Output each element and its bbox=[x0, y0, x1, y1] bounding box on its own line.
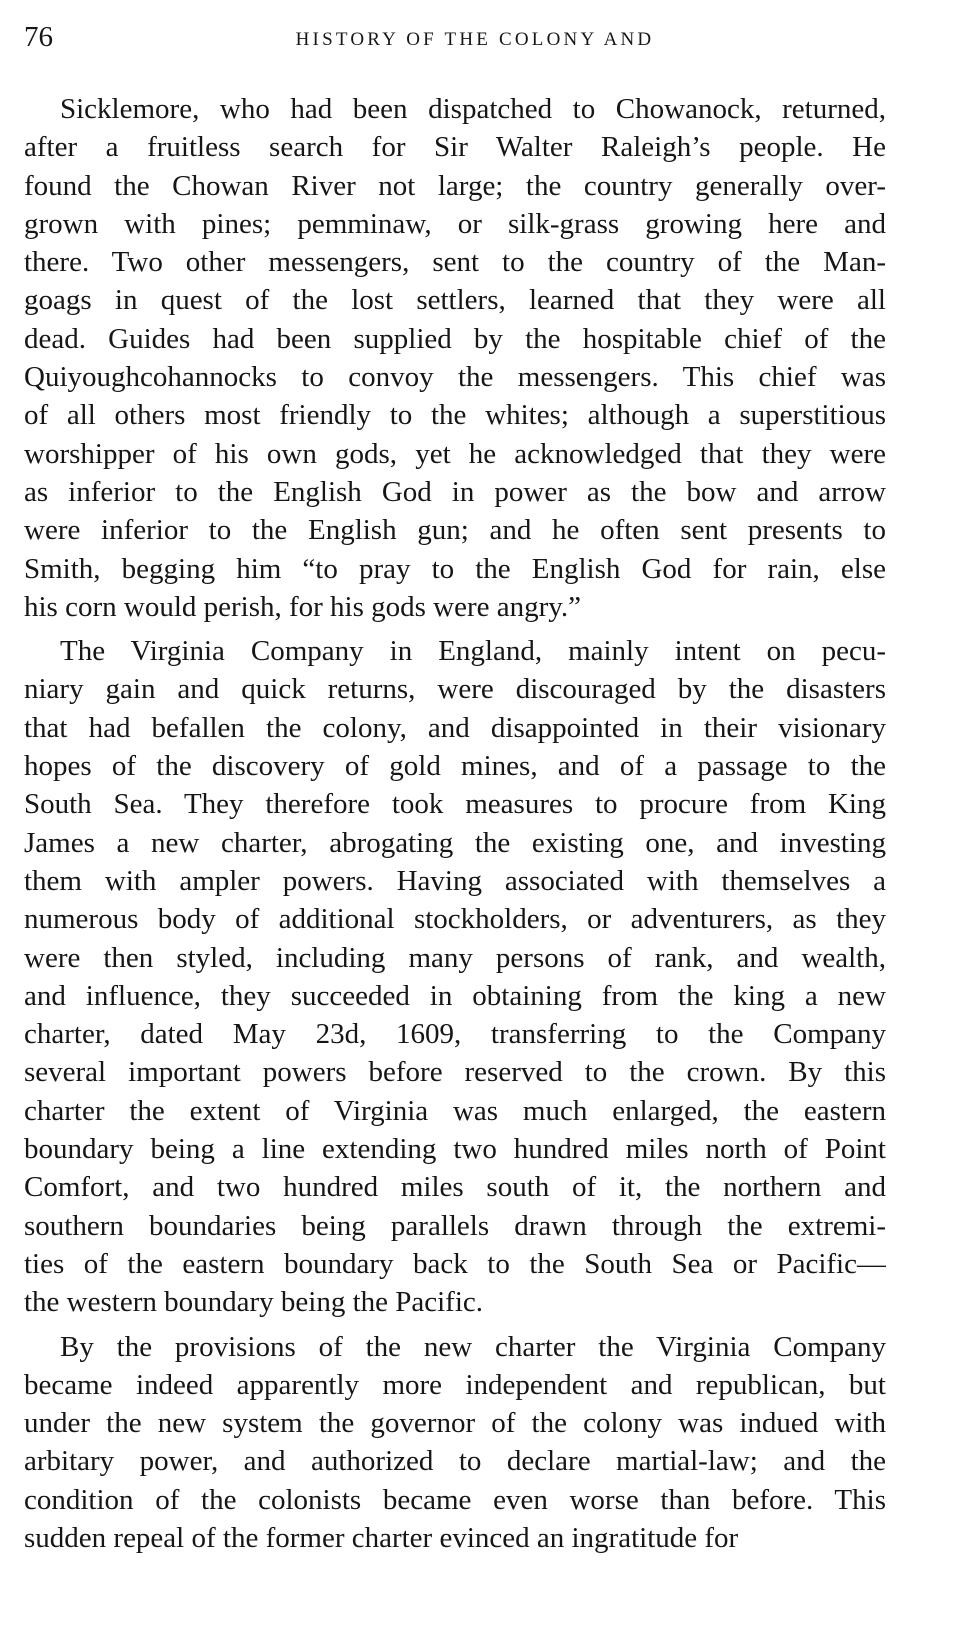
text-line: hopes of the discovery of gold mines, and of a passage to the bbox=[24, 750, 886, 783]
text-line: Sicklemore, who had been dispatched to Chowanock, returned, bbox=[60, 93, 886, 125]
text-line: found the Chowan River not large; the country generally over- bbox=[24, 169, 886, 202]
page-header bbox=[24, 20, 886, 60]
text-line: ties of the eastern boundary back to the South Sea or Pacific— bbox=[24, 1247, 886, 1280]
body-text bbox=[24, 90, 886, 1557]
text-line: his corn would perish, for his gods were angry.” bbox=[24, 590, 582, 623]
text-line: became indeed apparently more independent and republican, but bbox=[24, 1368, 886, 1401]
text-line: were then styled, including many persons of rank, and wealth, bbox=[24, 941, 886, 974]
text-line: Smith, begging him “to pray to the English God for rain, else bbox=[24, 552, 886, 585]
paragraph bbox=[24, 1328, 886, 1558]
page-number: 76 bbox=[24, 21, 53, 53]
text-line: the western boundary being the Pacific. bbox=[24, 1286, 484, 1319]
text-line: after a fruitless search for Sir Walter Raleigh’s people. He bbox=[24, 131, 886, 164]
text-line: Quiyoughcohannocks to convoy the messengers. This chief was bbox=[24, 361, 886, 394]
running-head: HISTORY OF THE COLONY AND bbox=[295, 29, 655, 50]
text-line: The Virginia Company in England, mainly intent on pecu- bbox=[60, 635, 886, 668]
text-line: that had befallen the colony, and disappointed in their visionary bbox=[24, 711, 886, 744]
text-line: there. Two other messengers, sent to the country of the Man- bbox=[24, 246, 886, 279]
text-line: worshipper of his own gods, yet he acknowledged that they were bbox=[24, 437, 886, 470]
text-line: and influence, they succeeded in obtaining from the king a new bbox=[24, 979, 886, 1012]
paragraph bbox=[24, 632, 886, 1321]
text-line: charter, dated May 23d, 1609, transferring to the Company bbox=[24, 1018, 886, 1051]
text-line: them with ampler powers. Having associated with themselves a bbox=[24, 864, 886, 897]
text-line: South Sea. They therefore took measures to procure from King bbox=[24, 788, 886, 821]
text-line: By the provisions of the new charter the Virginia Company bbox=[60, 1330, 886, 1363]
text-line: sudden repeal of the former charter evinced an ingratitude for bbox=[24, 1521, 739, 1554]
text-line: dead. Guides had been supplied by the hospitable chief of the bbox=[24, 322, 886, 355]
text-line: numerous body of additional stockholders, or adventurers, as they bbox=[24, 903, 886, 936]
text-line: grown with pines; pemminaw, or silk-grass growing here and bbox=[24, 207, 886, 240]
text-line: charter the extent of Virginia was much enlarged, the eastern bbox=[24, 1094, 886, 1127]
text-line: goags in quest of the lost settlers, learned that they were all bbox=[24, 284, 886, 317]
text-line: condition of the colonists became even worse than before. This bbox=[24, 1483, 886, 1516]
text-line: James a new charter, abrogating the existing one, and investing bbox=[24, 826, 886, 859]
text-line: several important powers before reserved to the crown. By this bbox=[24, 1056, 886, 1089]
text-line: under the new system the governor of the colony was indued with bbox=[24, 1407, 886, 1440]
text-line: were inferior to the English gun; and he often sent presents to bbox=[24, 514, 886, 547]
text-line: as inferior to the English God in power as the bow and arrow bbox=[24, 475, 886, 508]
text-line: arbitary power, and authorized to declare martial-law; and the bbox=[24, 1445, 886, 1478]
text-line: niary gain and quick returns, were discouraged by the disasters bbox=[24, 673, 886, 706]
text-line: boundary being a line extending two hundred miles north of Point bbox=[24, 1133, 886, 1166]
text-line: southern boundaries being parallels drawn through the extremi- bbox=[24, 1209, 886, 1242]
text-line: Comfort, and two hundred miles south of it, the northern and bbox=[24, 1171, 886, 1204]
text-line: of all others most friendly to the whites; although a superstitious bbox=[24, 399, 886, 432]
paragraph bbox=[24, 90, 886, 626]
